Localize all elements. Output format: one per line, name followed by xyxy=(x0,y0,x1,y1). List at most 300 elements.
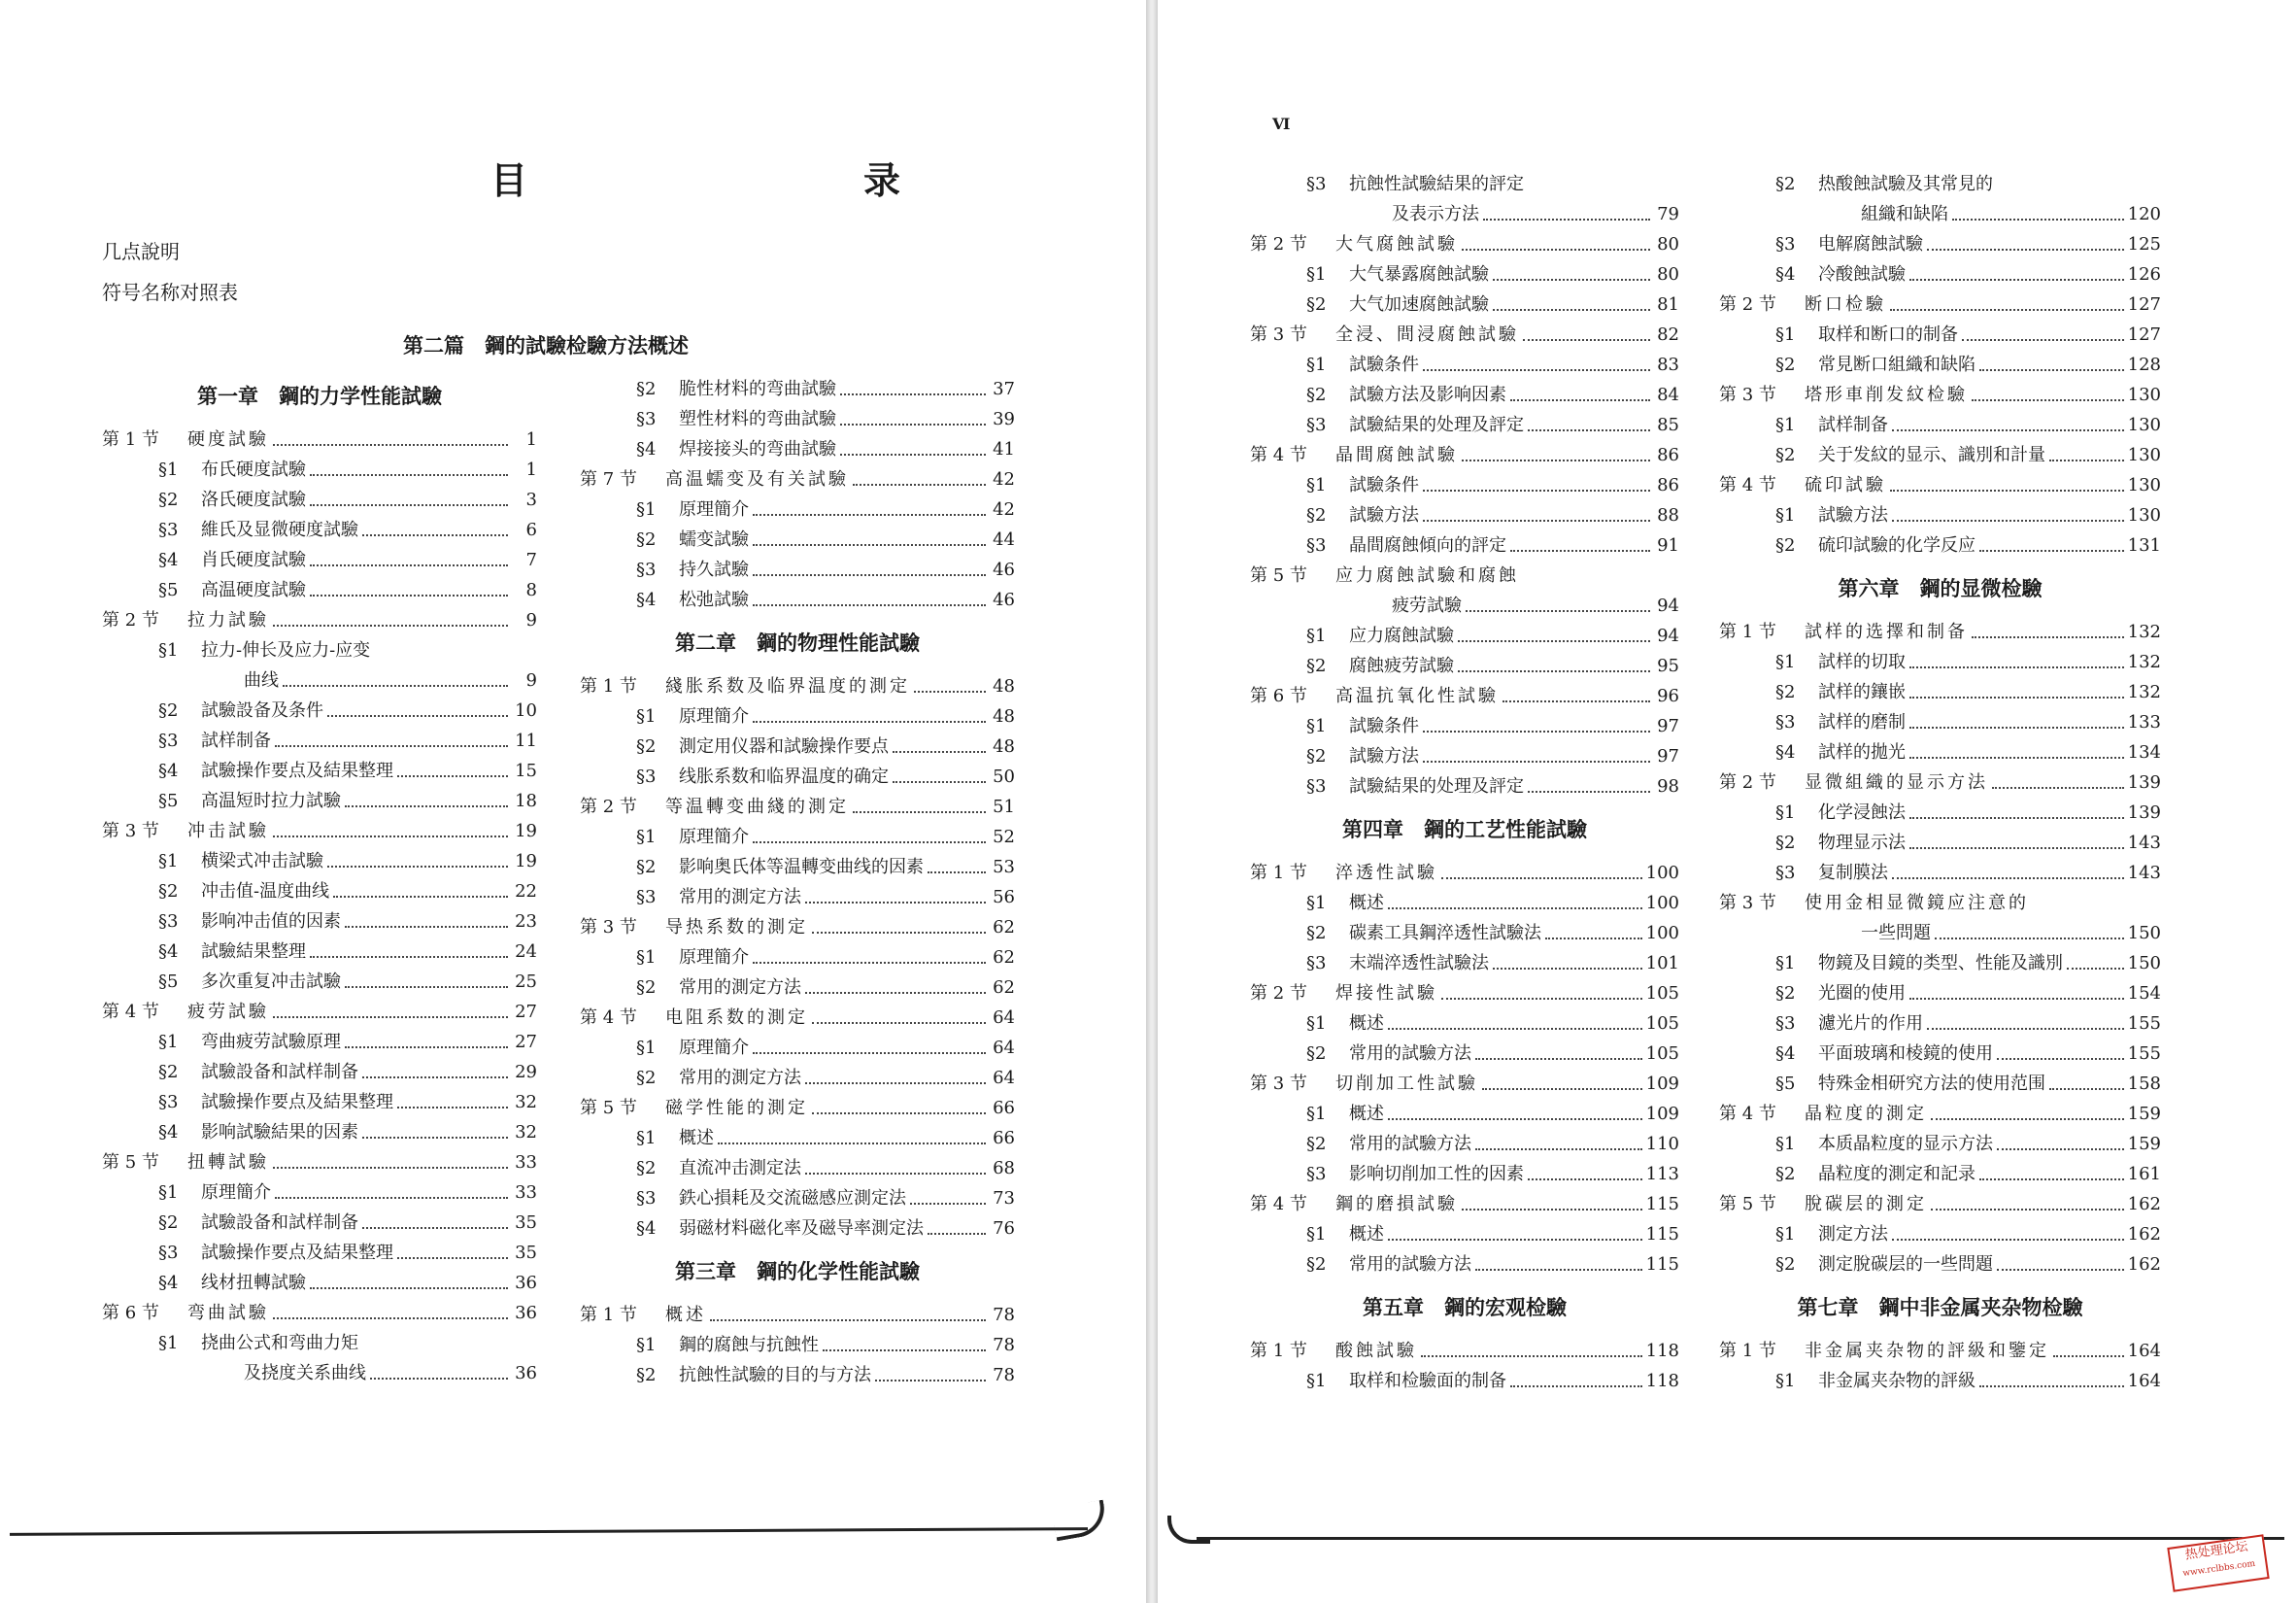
entry-number: 第 2 节 xyxy=(1250,983,1307,1004)
entry-page-number: 29 xyxy=(515,1062,537,1082)
entry-number: §3 xyxy=(1306,1164,1327,1184)
toc-section-entry xyxy=(1250,1185,1679,1215)
entry-number: §2 xyxy=(1306,923,1327,943)
entry-title: 試驗設备及条件 xyxy=(201,700,323,721)
entry-number: §3 xyxy=(1775,234,1796,255)
toc-subsection-entry xyxy=(1250,944,1679,974)
entry-page-number: 19 xyxy=(515,851,537,871)
entry-title: 等温轉变曲綫的測定 xyxy=(665,797,849,817)
entry-page-number: 15 xyxy=(515,761,537,781)
entry-page-number: 80 xyxy=(1657,234,1679,255)
entry-page-number: 155 xyxy=(2127,1013,2161,1034)
toc-subsection-entry xyxy=(580,818,1015,848)
entry-page-number: 113 xyxy=(1645,1164,1679,1184)
toc-subsection-entry xyxy=(102,1053,537,1083)
forum-watermark xyxy=(2167,1534,2269,1591)
entry-page-number: 37 xyxy=(993,379,1015,399)
entry-page-number: 132 xyxy=(2127,682,2161,702)
dot-leader xyxy=(1892,520,2124,522)
entry-title: 光圈的使用 xyxy=(1818,983,1906,1004)
dot-leader xyxy=(840,454,986,456)
entry-page-number: 10 xyxy=(515,700,537,721)
toc-section-entry xyxy=(580,908,1015,938)
entry-number: §2 xyxy=(158,700,179,721)
toc-subsection-entry xyxy=(1250,1035,1679,1065)
toc-section-entry xyxy=(1250,1065,1679,1095)
toc-subsection-entry xyxy=(1250,527,1679,557)
toc-subsection-entry xyxy=(102,1113,537,1143)
dot-leader xyxy=(1388,907,1642,909)
entry-title: 塑性材料的弯曲試驗 xyxy=(679,409,836,429)
toc-subsection-entry xyxy=(102,933,537,963)
entry-number: §2 xyxy=(1306,1043,1327,1064)
toc-column-right-2 xyxy=(1719,165,2161,1392)
entry-page-number: 1 xyxy=(525,460,537,480)
toc-subsection-entry xyxy=(102,1023,537,1053)
entry-title: 取样和断口的制备 xyxy=(1818,324,1958,345)
toc-subsection-entry xyxy=(1250,165,1679,195)
dot-leader xyxy=(310,1287,508,1289)
entry-title: 淬透性試驗 xyxy=(1335,863,1437,883)
toc-subsection-entry xyxy=(1250,406,1679,436)
entry-page-number: 18 xyxy=(515,791,537,811)
toc-section-entry xyxy=(1250,436,1679,466)
entry-title: 多次重复冲击試驗 xyxy=(201,972,341,992)
entry-title: 弱磁材料磁化率及磁导率測定法 xyxy=(679,1218,924,1239)
entry-number: 第 5 节 xyxy=(1719,1194,1776,1214)
entry-title: 高温抗氧化性試驗 xyxy=(1335,686,1499,706)
dot-leader xyxy=(397,1257,508,1259)
entry-title: 常用的測定方法 xyxy=(679,977,801,998)
entry-page-number: 130 xyxy=(2127,385,2161,405)
toc-subsection-entry xyxy=(580,430,1015,460)
entry-title: 試驗方法 xyxy=(1349,746,1419,767)
entry-number: §3 xyxy=(1306,953,1327,973)
entry-title: 肖氏硬度試驗 xyxy=(201,550,306,570)
dot-leader xyxy=(1545,938,1642,939)
entry-number: §2 xyxy=(1306,385,1327,405)
entry-number: §1 xyxy=(1306,893,1327,913)
toc-subsection-entry xyxy=(580,758,1015,788)
dot-leader xyxy=(753,604,986,606)
dot-leader xyxy=(1909,727,2124,729)
dot-leader xyxy=(1441,877,1642,879)
entry-number: §1 xyxy=(1306,716,1327,736)
entry-number: §2 xyxy=(1775,833,1796,853)
entry-number: §4 xyxy=(1775,1043,1796,1064)
toc-subsection-entry xyxy=(1250,376,1679,406)
toc-subsection-entry xyxy=(580,521,1015,551)
dot-leader xyxy=(1992,787,2124,789)
entry-number: §2 xyxy=(636,857,657,877)
dot-leader xyxy=(1423,369,1650,371)
entry-title: 概述 xyxy=(1349,1013,1384,1034)
toc-subsection-entry xyxy=(1719,496,2161,527)
dot-leader xyxy=(1890,490,2124,492)
dot-leader xyxy=(2067,968,2124,970)
entry-title: 电阻系数的測定 xyxy=(665,1007,808,1028)
entry-title: 常用的測定方法 xyxy=(679,887,801,907)
entry-title: 弯曲試驗 xyxy=(187,1303,269,1323)
dot-leader xyxy=(1962,339,2124,341)
entry-number: 第 4 节 xyxy=(102,1002,159,1022)
entry-page-number: 155 xyxy=(2127,1043,2161,1064)
entry-number: 第 2 节 xyxy=(580,797,637,817)
entry-number: 第 7 节 xyxy=(580,469,637,490)
entry-page-number: 35 xyxy=(515,1243,537,1263)
entry-title: 高温硬度試驗 xyxy=(201,580,306,600)
entry-title: 概述 xyxy=(1349,1104,1384,1124)
entry-page-number: 109 xyxy=(1645,1074,1679,1094)
prelim-symbols: 符号名称对照表 xyxy=(102,281,238,304)
toc-subsection-entry xyxy=(102,1083,537,1113)
entry-page-number: 115 xyxy=(1645,1224,1679,1245)
entry-title: 測定用仪器和試驗操作要点 xyxy=(679,736,889,757)
toc-subsection-entry xyxy=(1250,496,1679,527)
entry-page-number: 64 xyxy=(993,1007,1015,1028)
toc-subsection-entry xyxy=(102,722,537,752)
toc-subsection-entry xyxy=(1719,1065,2161,1095)
entry-title: 濾光片的作用 xyxy=(1818,1013,1923,1034)
entry-page-number: 53 xyxy=(993,857,1015,877)
entry-title: 磁学性能的測定 xyxy=(665,1098,808,1118)
entry-title: 試样的鑲嵌 xyxy=(1818,682,1906,702)
toc-subsection-entry xyxy=(1719,527,2161,557)
toc-subsection-entry xyxy=(102,963,537,993)
dot-leader xyxy=(1979,550,2124,552)
entry-page-number: 115 xyxy=(1645,1194,1679,1214)
entry-number: 第 3 节 xyxy=(1250,324,1307,345)
toc-subsection-entry xyxy=(1250,195,1679,225)
dot-leader xyxy=(1909,279,2124,281)
toc-subsection-entry xyxy=(1719,643,2161,673)
entry-title: 拉力-伸长及应力-应变 xyxy=(201,640,371,661)
dot-leader xyxy=(812,932,986,934)
entry-title: 常用的試驗方法 xyxy=(1349,1254,1471,1275)
toc-subsection-entry xyxy=(1719,974,2161,1005)
entry-page-number: 105 xyxy=(1645,983,1679,1004)
chapter-heading: 第三章 鋼的化学性能試驗 xyxy=(675,1259,920,1283)
prelim-notes: 几点說明 xyxy=(102,240,180,263)
entry-number: 第 5 节 xyxy=(580,1098,637,1118)
entry-number: §1 xyxy=(1306,1104,1327,1124)
entry-page-number: 95 xyxy=(1657,656,1679,676)
entry-number: §2 xyxy=(1775,682,1796,702)
entry-page-number: 143 xyxy=(2127,833,2161,853)
entry-title: 原理簡介 xyxy=(679,947,749,968)
entry-page-number: 85 xyxy=(1657,415,1679,435)
dot-leader xyxy=(1909,817,2124,819)
entry-number: §2 xyxy=(636,1068,657,1088)
entry-title: 試样的拋光 xyxy=(1818,742,1906,763)
entry-number: §2 xyxy=(1306,505,1327,526)
entry-number: 第 2 节 xyxy=(1719,294,1776,315)
dot-leader xyxy=(1909,847,2124,849)
toc-subsection-entry xyxy=(1250,647,1679,677)
toc-subsection-entry xyxy=(580,1059,1015,1089)
chapter-heading: 第六章 鋼的显微检驗 xyxy=(1838,576,2043,600)
entry-page-number: 46 xyxy=(993,590,1015,610)
entry-number: §1 xyxy=(158,1032,179,1052)
entry-title: 及挠度关系曲线 xyxy=(244,1363,366,1383)
dot-leader xyxy=(1483,219,1650,221)
entry-title: 測定方法 xyxy=(1818,1224,1888,1245)
toc-subsection-entry xyxy=(1719,316,2161,346)
entry-title: 概述 xyxy=(1349,893,1384,913)
entry-page-number: 82 xyxy=(1657,324,1679,345)
dot-leader xyxy=(1935,938,2124,939)
dot-leader xyxy=(1421,1355,1642,1357)
toc-section-entry xyxy=(102,812,537,842)
entry-title: 試驗操作要点及結果整理 xyxy=(201,1092,393,1112)
entry-title: 試驗結果的处理及評定 xyxy=(1349,776,1524,797)
toc-section-entry xyxy=(102,1143,537,1174)
page-curl xyxy=(1167,1516,1210,1544)
dot-leader xyxy=(1510,550,1650,552)
entry-title: 硬度試驗 xyxy=(187,429,269,450)
entry-title: 組織和缺陷 xyxy=(1861,204,1948,224)
entry-number: 第 2 节 xyxy=(102,610,159,631)
toc-subsection-entry xyxy=(1719,225,2161,256)
entry-page-number: 78 xyxy=(993,1305,1015,1325)
entry-number: 第 1 节 xyxy=(580,676,637,697)
entry-title: 使用金相显微鏡应注意的 xyxy=(1805,893,2029,913)
entry-page-number: 48 xyxy=(993,736,1015,757)
dot-leader xyxy=(345,805,508,807)
entry-title: 原理簡介 xyxy=(679,827,749,847)
dot-leader xyxy=(1931,1209,2124,1211)
entry-page-number: 132 xyxy=(2127,622,2161,642)
entry-number: §3 xyxy=(1775,863,1796,883)
toc-subsection-entry xyxy=(1250,346,1679,376)
entry-page-number: 109 xyxy=(1645,1104,1679,1124)
dot-leader xyxy=(1423,761,1650,763)
toc-subsection-entry xyxy=(1719,346,2161,376)
entry-title: 試样的磨制 xyxy=(1818,712,1906,733)
entry-number: §3 xyxy=(1775,712,1796,733)
entry-title: 大气腐蝕試驗 xyxy=(1335,234,1458,255)
entry-title: 試驗方法及影响因素 xyxy=(1349,385,1506,405)
entry-title: 脆性材料的弯曲試驗 xyxy=(679,379,836,399)
dot-leader xyxy=(362,1137,508,1139)
entry-title: 鋼的磨損試驗 xyxy=(1335,1194,1458,1214)
dot-leader xyxy=(345,1046,508,1048)
dot-leader xyxy=(812,1022,986,1024)
toc-subsection-entry xyxy=(1250,707,1679,737)
toc-subsection-entry xyxy=(580,878,1015,908)
entry-page-number: 6 xyxy=(525,520,537,540)
dot-leader xyxy=(805,992,986,994)
dot-leader xyxy=(1503,700,1650,702)
entry-title: 松弛試驗 xyxy=(679,590,749,610)
entry-page-number: 159 xyxy=(2127,1134,2161,1154)
toc-subsection-entry xyxy=(1250,884,1679,914)
entry-title: 晶粒度的測定 xyxy=(1805,1104,1927,1124)
toc-subsection-entry xyxy=(1250,1005,1679,1035)
entry-page-number: 83 xyxy=(1657,355,1679,375)
entry-number: §2 xyxy=(1306,656,1327,676)
entry-number: §3 xyxy=(636,1188,657,1209)
dot-leader xyxy=(805,902,986,904)
toc-section-entry xyxy=(1719,376,2161,406)
dot-leader xyxy=(1979,369,2124,371)
entry-number: §2 xyxy=(1775,535,1796,556)
toc-subsection-entry xyxy=(1719,1005,2161,1035)
entry-page-number: 130 xyxy=(2127,415,2161,435)
entry-page-number: 36 xyxy=(515,1363,537,1383)
dot-leader xyxy=(1441,998,1642,1000)
dot-leader xyxy=(910,1203,986,1205)
toc-section-entry xyxy=(580,1296,1015,1326)
dot-leader xyxy=(1909,998,2124,1000)
entry-page-number: 81 xyxy=(1657,294,1679,315)
entry-number: 第 4 节 xyxy=(580,1007,637,1028)
entry-page-number: 98 xyxy=(1657,776,1679,797)
dot-leader xyxy=(273,1317,508,1319)
toc-subsection-entry xyxy=(1250,1245,1679,1276)
dot-leader xyxy=(753,514,986,516)
entry-page-number: 73 xyxy=(993,1188,1015,1209)
entry-title: 热酸蝕試驗及其常見的 xyxy=(1818,174,1993,194)
toc-subsection-entry xyxy=(580,1326,1015,1356)
toc-subsection-entry xyxy=(1250,256,1679,286)
dot-leader xyxy=(1892,877,2124,879)
entry-title: 非金属夹杂物的評級和鑒定 xyxy=(1805,1341,2049,1361)
dot-leader xyxy=(2053,1355,2124,1357)
toc-subsection-entry xyxy=(1719,436,2161,466)
left-page xyxy=(0,0,1146,1603)
dot-leader xyxy=(2049,460,2124,461)
entry-page-number: 33 xyxy=(515,1182,537,1203)
dot-leader xyxy=(1972,399,2124,401)
entry-title: 大气暴露腐蝕試驗 xyxy=(1349,264,1489,285)
dot-leader xyxy=(397,1107,508,1108)
entry-title: 鋼的腐蝕与抗蝕性 xyxy=(679,1335,819,1355)
entry-title: 线胀系数和临界温度的确定 xyxy=(679,767,889,787)
toc-subsection-entry xyxy=(580,728,1015,758)
entry-title: 高温短时拉力試驗 xyxy=(201,791,341,811)
entry-number: §2 xyxy=(158,881,179,902)
entry-title: 試样制备 xyxy=(201,731,271,751)
entry-page-number: 118 xyxy=(1645,1341,1679,1361)
toc-subsection-entry xyxy=(580,969,1015,999)
entry-title: 电解腐蝕試驗 xyxy=(1818,234,1923,255)
entry-page-number: 32 xyxy=(515,1092,537,1112)
dot-leader xyxy=(928,871,986,873)
entry-page-number: 105 xyxy=(1645,1043,1679,1064)
dot-leader xyxy=(840,424,986,426)
toc-subsection-entry xyxy=(102,1264,537,1294)
toc-subsection-entry xyxy=(1250,286,1679,316)
entry-number: §5 xyxy=(158,580,179,600)
entry-title: 应力腐蝕試驗 xyxy=(1349,626,1454,646)
toc-subsection-entry xyxy=(1719,854,2161,884)
entry-number: 第 3 节 xyxy=(1719,893,1776,913)
toc-subsection-entry xyxy=(102,872,537,903)
entry-number: §1 xyxy=(1775,953,1796,973)
entry-number: §4 xyxy=(158,941,179,962)
entry-page-number: 62 xyxy=(993,947,1015,968)
entry-title: 全浸、間浸腐蝕試驗 xyxy=(1335,324,1519,345)
entry-page-number: 51 xyxy=(993,797,1015,817)
entry-title: 非金属夹杂物的評級 xyxy=(1818,1371,1975,1391)
toc-section-entry xyxy=(1719,1095,2161,1125)
entry-number: §4 xyxy=(1775,264,1796,285)
entry-title: 晶粒度的測定和記录 xyxy=(1818,1164,1975,1184)
dot-leader xyxy=(362,1227,508,1229)
toc-subsection-entry xyxy=(1719,703,2161,733)
entry-number: §5 xyxy=(1775,1074,1796,1094)
entry-number: §3 xyxy=(1306,535,1327,556)
entry-number: §2 xyxy=(1775,174,1796,194)
entry-title: 維氏及显微硬度試驗 xyxy=(201,520,358,540)
dot-leader xyxy=(1972,636,2124,638)
entry-number: §2 xyxy=(1775,983,1796,1004)
dot-leader xyxy=(1909,697,2124,699)
entry-page-number: 32 xyxy=(515,1122,537,1143)
dot-leader xyxy=(1458,640,1650,642)
entry-number: 第 1 节 xyxy=(1719,622,1776,642)
chapter-heading: 第一章 鋼的力学性能試驗 xyxy=(197,384,442,408)
toc-section-entry xyxy=(1250,854,1679,884)
entry-page-number: 11 xyxy=(515,731,537,751)
entry-page-number: 130 xyxy=(2127,475,2161,495)
entry-title: 高温蠕变及有关試驗 xyxy=(665,469,849,490)
entry-page-number: 19 xyxy=(515,821,537,841)
entry-number: §1 xyxy=(1775,415,1796,435)
entry-title: 硫印試驗的化学反应 xyxy=(1818,535,1975,556)
dot-leader xyxy=(753,721,986,723)
dot-leader xyxy=(753,962,986,964)
entry-number: §1 xyxy=(1306,1371,1327,1391)
dot-leader xyxy=(2049,1088,2124,1090)
page-curl xyxy=(1051,1500,1108,1542)
entry-number: §3 xyxy=(1775,1013,1796,1034)
entry-title: 化学浸蝕法 xyxy=(1818,802,1906,823)
toc-subsection-entry xyxy=(580,1210,1015,1240)
entry-page-number: 154 xyxy=(2127,983,2161,1004)
toc-subsection-entry xyxy=(1719,406,2161,436)
entry-number: §1 xyxy=(636,947,657,968)
entry-number: §1 xyxy=(158,640,179,661)
entry-number: §1 xyxy=(1775,1224,1796,1245)
dot-leader xyxy=(283,685,508,687)
dot-leader xyxy=(362,1076,508,1078)
entry-page-number: 36 xyxy=(515,1303,537,1323)
dot-leader xyxy=(1462,1209,1642,1211)
dot-leader xyxy=(893,751,986,753)
entry-page-number: 139 xyxy=(2127,772,2161,793)
entry-page-number: 66 xyxy=(993,1128,1015,1148)
entry-title: 疲劳試驗 xyxy=(187,1002,269,1022)
dot-leader xyxy=(710,1319,986,1321)
entry-number: 第 3 节 xyxy=(1719,385,1776,405)
entry-title: 一些問題 xyxy=(1861,923,1931,943)
entry-page-number: 162 xyxy=(2127,1224,2161,1245)
dot-leader xyxy=(1909,666,2124,668)
toc-subsection-entry xyxy=(1250,1095,1679,1125)
entry-page-number: 133 xyxy=(2127,712,2161,733)
toc-subsection-entry xyxy=(102,451,537,481)
dot-leader xyxy=(1979,1178,2124,1180)
entry-title: 物鏡及目鏡的类型、性能及識別 xyxy=(1818,953,2063,973)
toc-subsection-entry xyxy=(102,1324,537,1354)
entry-title: 扭轉試驗 xyxy=(187,1152,269,1173)
dot-leader xyxy=(893,781,986,783)
entry-title: 常用的試驗方法 xyxy=(1349,1043,1471,1064)
entry-page-number: 1 xyxy=(525,429,537,450)
entry-page-number: 64 xyxy=(993,1038,1015,1058)
